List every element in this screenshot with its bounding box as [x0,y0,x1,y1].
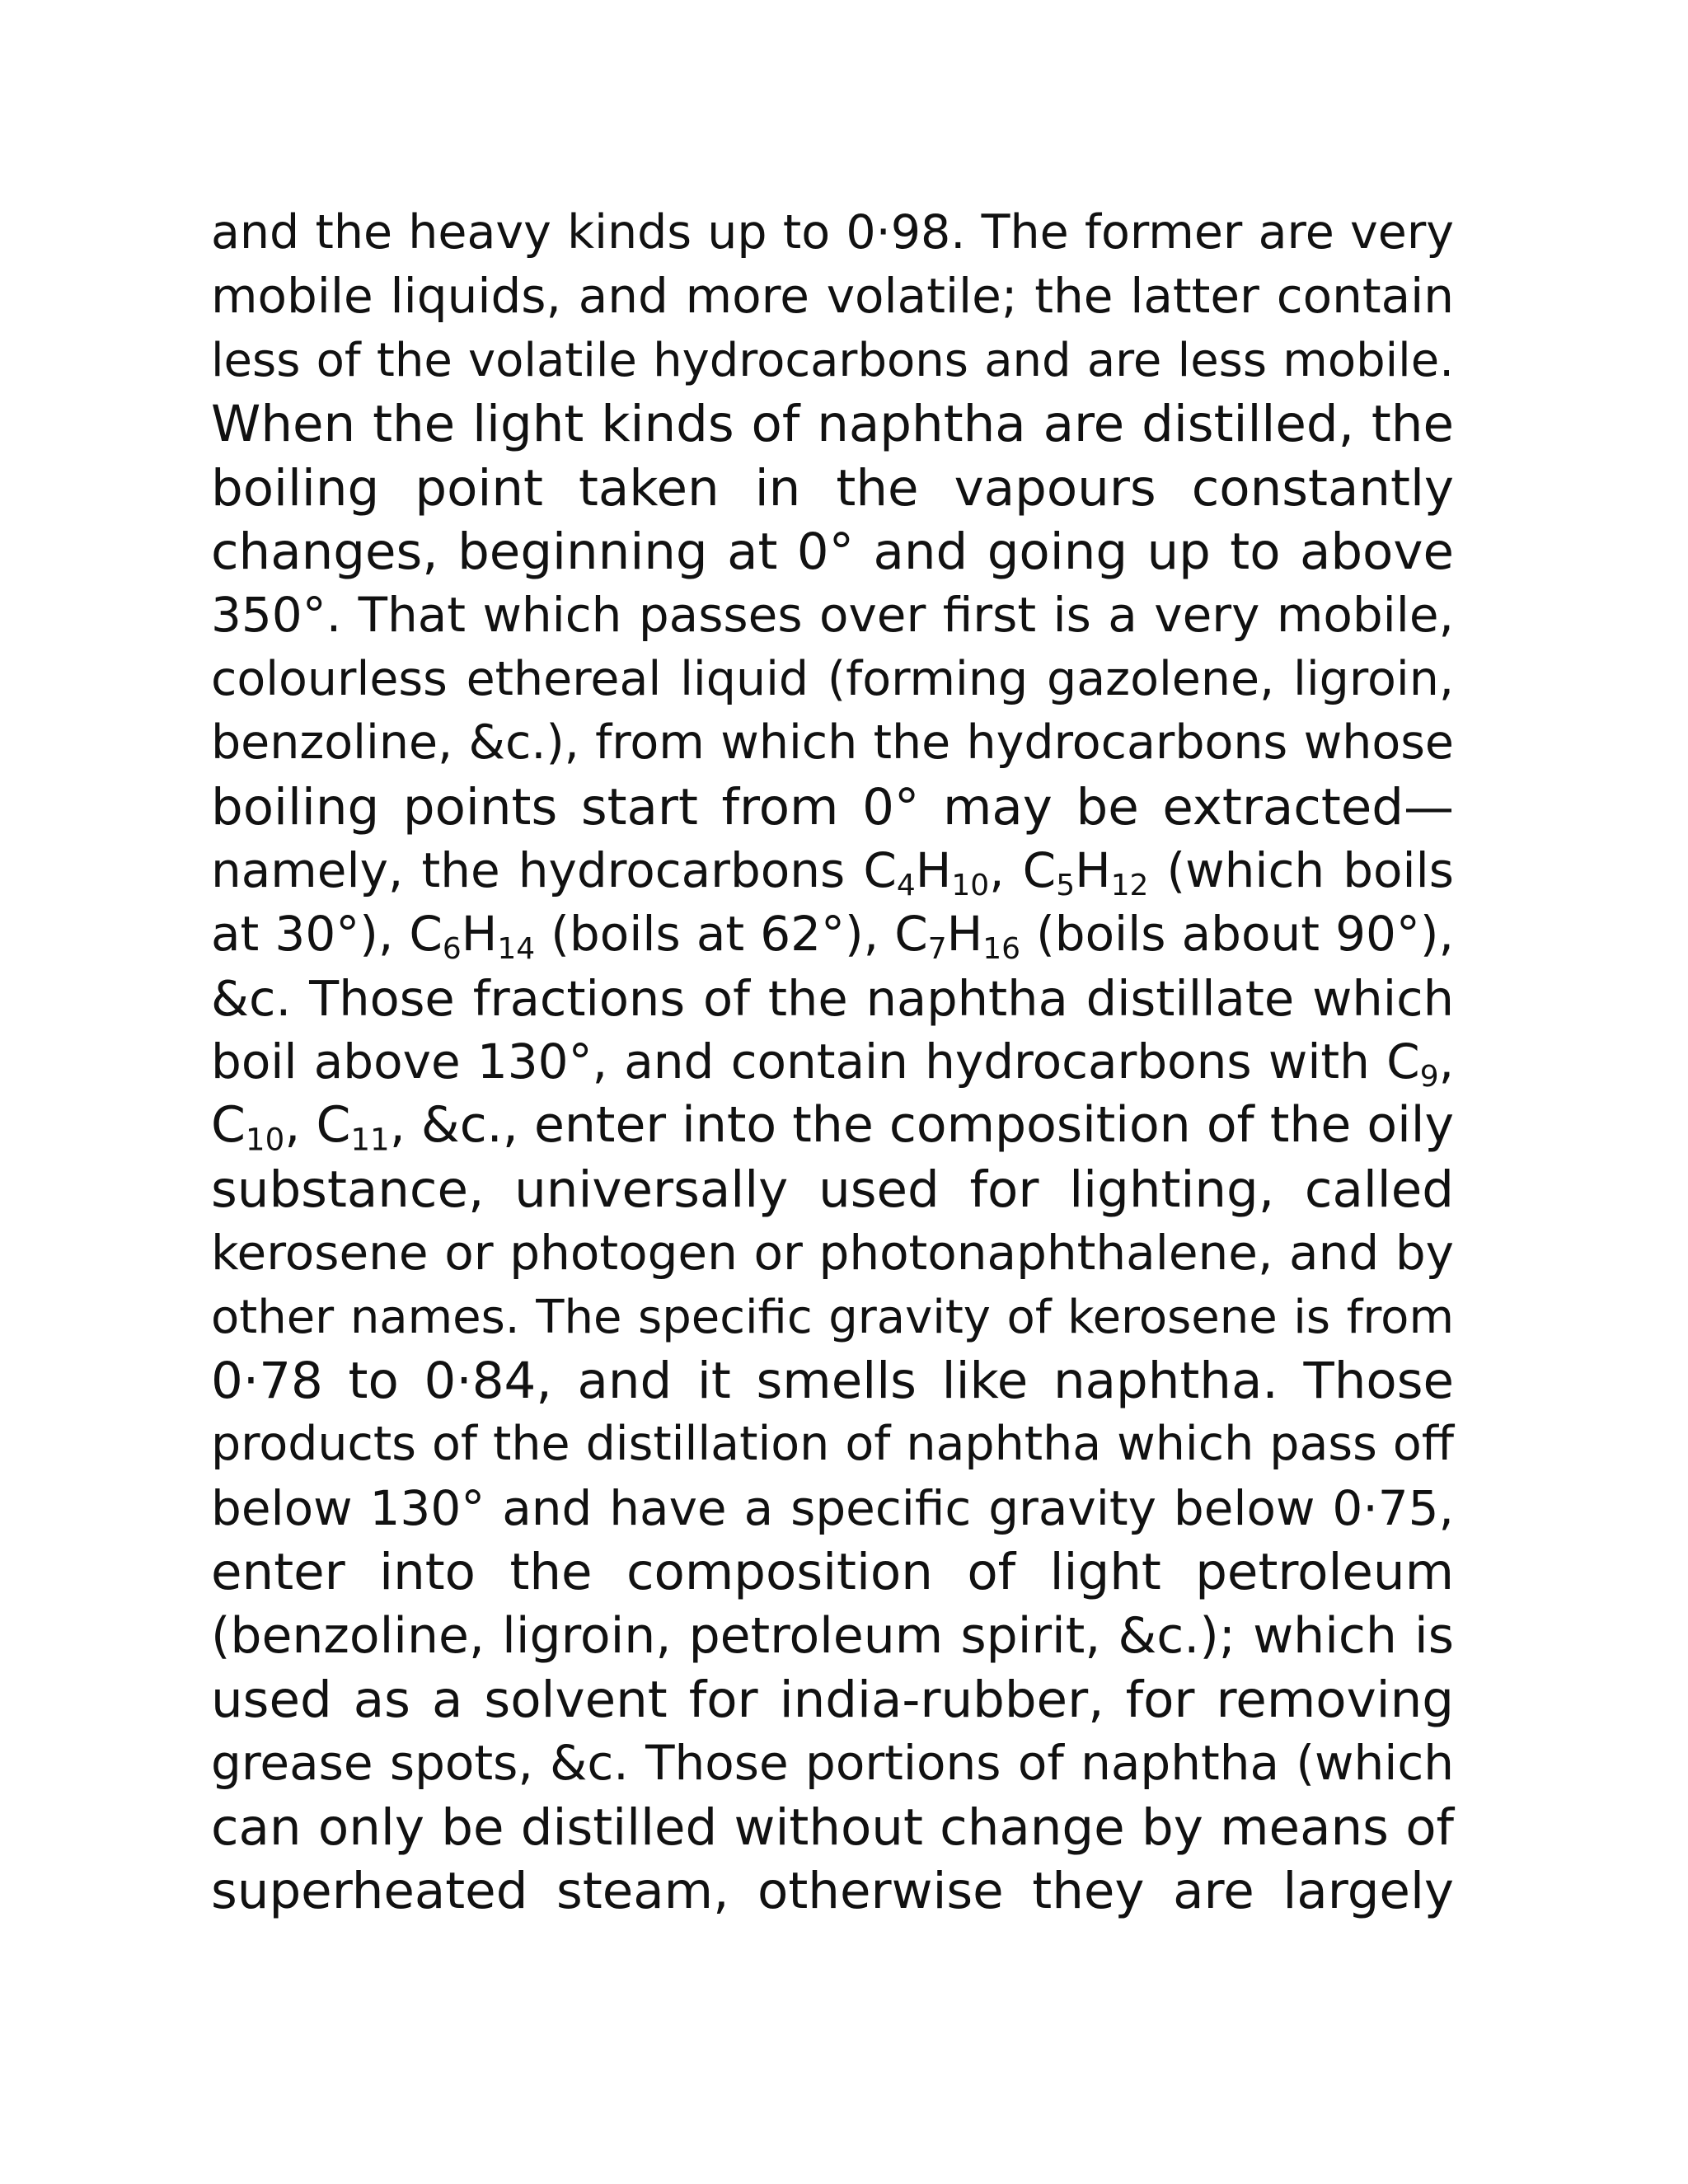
text-line [211,902,1454,966]
text-line [211,1732,1454,1795]
chemical-subscript: 10 [951,868,990,902]
text-segment: , C [284,1096,351,1155]
text-line [211,329,1454,392]
text-segment: namely, the hydrocarbons C [211,841,897,898]
text-line [211,1349,1454,1413]
text-segment: C [211,1096,246,1155]
text-segment: and the heavy kinds up to 0·98. The former are very [211,205,1454,260]
text-line [211,583,1454,647]
text-segment: When the light kinds of naphtha are distilled, the [211,395,1454,454]
text-line [211,1668,1454,1732]
chemical-subscript: 14 [497,932,536,967]
text-line [211,1030,1454,1094]
text-segment: less of the volatile hydrocarbons and are less mobile. [211,333,1454,387]
text-segment: mobile liquids, and more volatile; the latter contain [211,268,1454,325]
text-segment: kerosene or photogen or photonaphthalene, and by [211,1225,1454,1282]
text-line [211,1413,1454,1476]
text-segment: substance, universally used for lighting, called [211,1160,1454,1219]
text-segment: boiling point taken in the vapours constantly [211,458,1454,518]
text-segment: used as a solvent for india-rubber, for removing [211,1670,1454,1729]
text-line [211,967,1454,1030]
text-segment: H [1075,841,1111,898]
text-segment: at 30°), C [211,906,443,963]
text-segment: grease spots, &c. Those portions of naphtha (which [211,1735,1454,1792]
text-segment: changes, beginning at 0° and going up to above [211,522,1454,581]
text-segment: H [946,906,983,963]
text-line [211,1477,1454,1540]
text-line [211,1094,1454,1157]
text-segment: , C [989,841,1057,898]
chemical-subscript: 12 [1110,868,1149,902]
text-segment: below 130° and have a specific gravity below 0·75, [211,1479,1454,1536]
text-segment: , &c., enter into the composition of the oily [389,1096,1454,1155]
chemical-subscript: 4 [896,868,916,902]
text-segment: , [1438,1033,1454,1090]
text-line [211,265,1454,328]
text-line [211,520,1454,583]
text-segment: other names. The specific gravity of kerosene is from [211,1290,1454,1344]
text-segment: 350°. That which passes over first is a very mobile, [211,587,1454,644]
body-paragraph [211,201,1454,1924]
text-line [211,1605,1454,1668]
text-segment: H [915,841,952,898]
chemical-subscript: 6 [442,932,462,967]
text-segment: (boils about 90°), [1020,906,1454,963]
text-segment: H [461,906,498,963]
text-segment: (boils at 62°), C [535,906,928,963]
chemical-subscript: 7 [927,932,947,967]
text-segment: boiling points start from 0° may be extracted— [211,777,1454,837]
text-segment: can only be distilled without change by means of [211,1797,1454,1857]
text-segment: superheated steam, otherwise they are largely [211,1862,1454,1921]
text-line [211,1221,1454,1285]
chemical-subscript: 9 [1419,1060,1439,1094]
text-line [211,839,1454,902]
text-segment: benzoline, &c.), from which the hydrocarbons whose [211,715,1454,771]
text-segment: 0·78 to 0·84, and it smells like naphtha. Those [211,1352,1454,1411]
text-segment: colourless ethereal liquid (forming gazolene, ligroin, [211,651,1454,706]
text-segment: products of the distillation of naphtha which pass off [211,1417,1454,1472]
text-segment: (which boils [1148,841,1454,898]
chemical-subscript: 16 [982,932,1020,967]
text-segment: boil above 130°, and contain hydrocarbons with C [211,1033,1420,1090]
text-line [211,711,1454,775]
chemical-subscript: 11 [350,1121,390,1158]
text-segment: enter into the composition of light petroleum [211,1543,1454,1602]
text-line [211,1540,1454,1604]
chemical-subscript: 5 [1056,868,1076,902]
text-line [211,776,1454,839]
chemical-subscript: 10 [245,1121,285,1158]
text-line [211,201,1454,265]
text-line [211,1286,1454,1349]
text-line [211,648,1454,711]
text-line [211,1796,1454,1859]
text-line [211,1158,1454,1221]
text-line [211,392,1454,456]
text-segment: (benzoline, ligroin, petroleum spirit, &c.); which is [211,1606,1454,1665]
text-segment: &c. Those fractions of the naphtha distillate which [211,969,1454,1027]
text-line [211,1859,1454,1923]
text-line [211,457,1454,520]
